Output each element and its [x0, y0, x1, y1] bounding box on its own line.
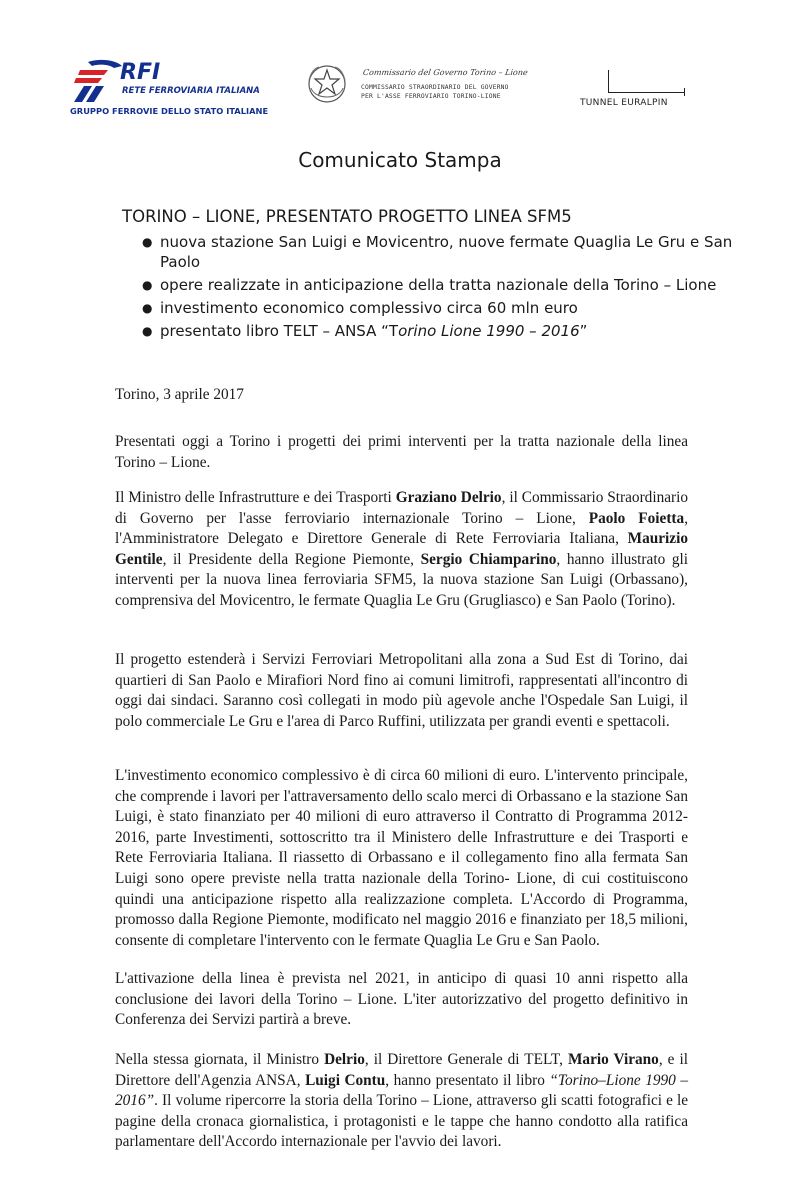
tunnel-logo-tick — [684, 88, 685, 96]
rfi-wordmark: RFI — [120, 60, 161, 85]
p6-text: , e il Direttore dell'Agenzia ANSA, — [115, 1051, 688, 1089]
p2-name: Paolo Foietta — [588, 509, 685, 527]
italian-republic-emblem-icon — [305, 62, 349, 106]
bullet4-prefix: presentato libro TELT – ANSA “T — [160, 322, 399, 340]
highlight-item: ● investimento economico complessivo circa 60 mln euro — [142, 298, 742, 318]
p2-text: , l'Amministratore Delegato e Direttore Generale di Rete Ferroviaria Italiana, — [115, 509, 689, 548]
tunnel-logo-frame — [608, 70, 685, 93]
paragraph-speakers — [115, 488, 688, 612]
p6-book-title: “Torino–Lione 1990 – 2016” — [115, 1071, 688, 1110]
p2-name: Sergio Chiamparino — [420, 550, 557, 568]
p2-text: , hanno illustrato gli interventi per la nuova linea ferroviaria SFM5, la nuova stazione San Luigi (Orbassano), comprensiva del Movicentro, le fermate Quaglia Le Gru (Grugliasco) e San Paolo (Torino). — [115, 550, 688, 609]
p2-name: Graziano Delrio — [395, 489, 502, 506]
paragraph-book — [115, 1050, 688, 1153]
tunnel-euralpin-logo — [578, 70, 708, 110]
commissario-line-2: PER L'ASSE FERROVIARIO TORINO-LIONE — [361, 93, 501, 100]
rfi-swoosh-icon — [70, 58, 126, 104]
paragraph-activation: L'attivazione della linea è prevista nel 2021, in anticipo di quasi 10 anni rispetto alla conclusione dei lavori della Torino – Lione. L'iter autorizzativo del progetto definitivo in Conferenza dei Servizi partirà a breve. — [115, 970, 688, 1029]
commissario-line-1: COMMISSARIO STRAORDINARIO DEL GOVERNO — [361, 84, 509, 91]
highlight-item: ● nuova stazione San Luigi e Movicentro, nuove fermate Quaglia Le Gru e San Paolo — [142, 232, 742, 272]
highlights-list — [142, 232, 742, 344]
p2-text: Il Ministro delle Infrastrutture e dei Trasporti — [115, 489, 396, 506]
highlight-item-book — [142, 321, 742, 341]
rfi-group-label: GRUPPO FERROVIE DELLO STATO ITALIANE — [70, 106, 269, 116]
dateline: Torino, 3 aprile 2017 — [115, 386, 244, 403]
p6-text: . Il volume ripercorre la storia della Torino – Lione, attraverso gli scatti fotografici e le pagine della cronaca giornalistica, i protagonisti e le tappe che hanno condotto alla ratifica parlamentare dell'Accordo internazionale per l'avvio dei lavori. — [115, 1092, 688, 1151]
commissario-signature: Commissario del Governo Torino – Lione — [362, 68, 529, 77]
p2-name: Maurizio Gentile — [115, 530, 688, 568]
commissario-logo — [305, 62, 545, 112]
page-title: Comunicato Stampa — [298, 148, 502, 172]
paragraph-investment: L'investimento economico complessivo è di circa 60 milioni di euro. L'intervento principale, che comprende i lavori per l'attraversamento dello scalo merci di Orbassano e la stazione San Luigi, è stato finanziato per 40 milioni di euro attraverso il Contratto di Programma 2012-2016, parte Investimenti, sottoscritto tra il Ministero delle Infrastrutture e dei Trasporti e Rete Ferroviaria Italiana. Il riassetto di Orbassano e il collegamento fino alla fermata San Luigi sono opere previste nella tratta nazionale della Torino- Lione, di cui costituiscono quindi una anticipazione rispetto alla realizzazione completa. L'Accordo di Programma, promosso dalla Regione Piemonte, modificato nel maggio 2016 e finanziato per 18,5 milioni, consente di completare l'intervento con le fermate Quaglia Le Gru e San Paolo. — [115, 767, 688, 949]
tunnel-logo-text: TUNNEL EURALPIN — [580, 98, 668, 108]
p6-name: Delrio — [324, 1051, 365, 1068]
paragraph-project: Il progetto estenderà i Servizi Ferroviari Metropolitani alla zona a Sud Est di Torino, dai quartieri di San Paolo e Mirafiori Nord fino ai comuni limitrofi, rappresentati all'incontro di oggi dai sindaci. Saranno così collegati in modo più agevole anche l'Ospedale San Luigi, il polo commerciale Le Gru e l'area di Parco Ruffini, utilizzata per grandi eventi e spettacoli. — [115, 651, 688, 730]
paragraph-intro: Presentati oggi a Torino i progetti dei primi interventi per la tratta nazionale della linea Torino – Lione. — [115, 433, 688, 471]
p6-name: Luigi Contu — [305, 1071, 386, 1089]
headline: TORINO – LIONE, PRESENTATO PROGETTO LINEA SFM5 — [122, 207, 572, 226]
p2-text: , il Commissario Straordinario di Governo per l'asse ferroviario internazionale Torino – Lione, — [115, 489, 688, 527]
p6-text: Nella stessa giornata, il Ministro — [115, 1051, 325, 1068]
rfi-logo — [70, 58, 300, 128]
p6-name: Mario Virano — [567, 1051, 659, 1068]
highlight-item: ● opere realizzate in anticipazione della tratta nazionale della Torino – Lione — [142, 275, 742, 295]
rfi-subtitle: RETE FERROVIARIA ITALIANA — [122, 86, 260, 96]
p6-text: , hanno presentato il libro — [385, 1071, 550, 1089]
bullet4-suffix: ” — [579, 322, 588, 340]
bullet4-italic: orino Lione 1990 – 2016 — [398, 322, 580, 340]
p2-text: , il Presidente della Regione Piemonte, — [162, 550, 421, 568]
p6-text: , il Direttore Generale di TELT, — [364, 1051, 568, 1068]
